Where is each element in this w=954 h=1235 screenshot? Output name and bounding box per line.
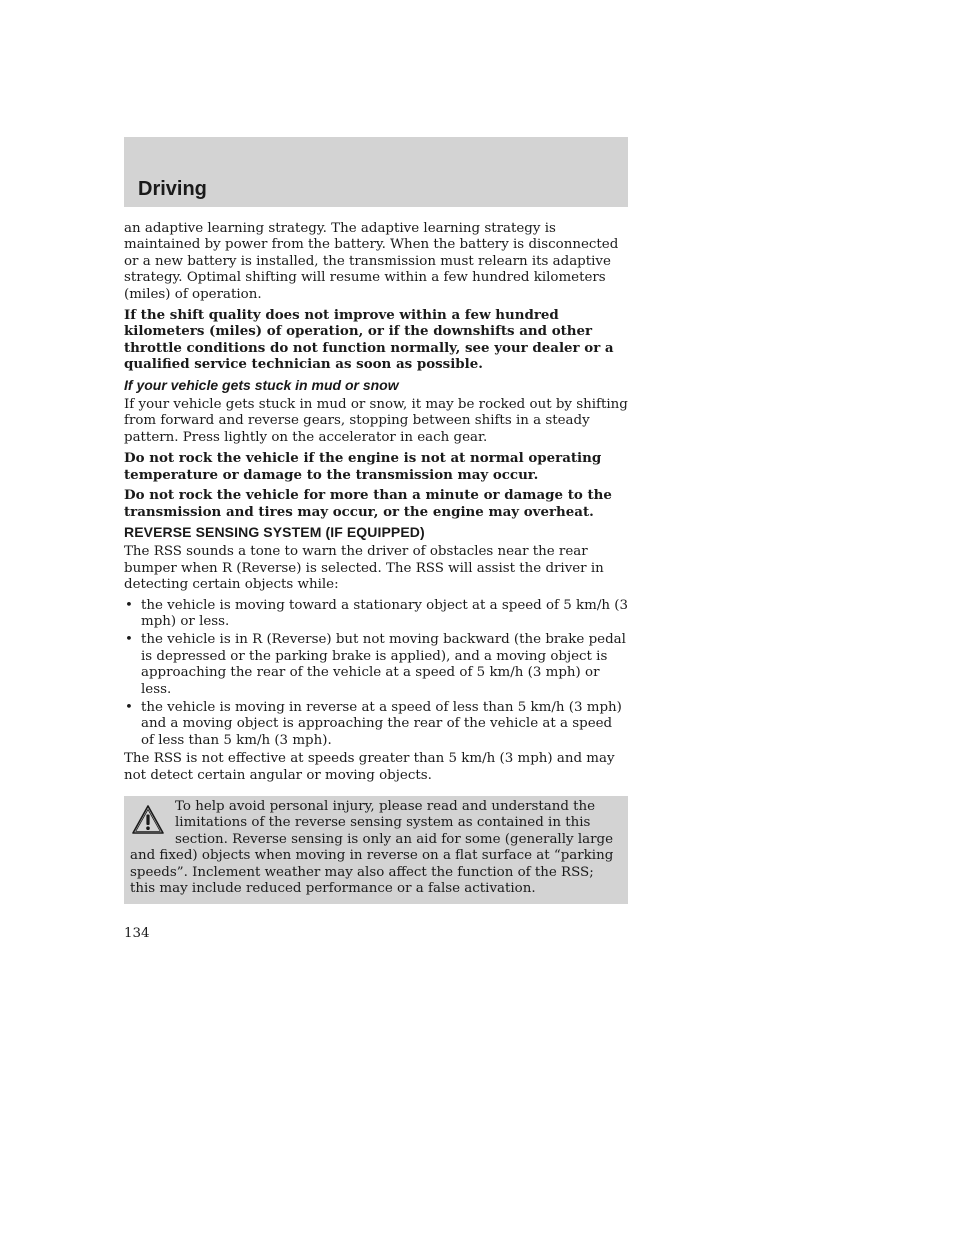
warning-triangle-icon xyxy=(131,804,165,836)
list-item-text: the vehicle is moving in reverse at a speed of less than 5 km/h (3 mph) and a moving object is approaching the rear of the vehicle at a speed of less than 5 km/h (3 mph). xyxy=(141,699,622,748)
paragraph-rocking-instructions: If your vehicle gets stuck in mud or snow, it may be rocked out by shifting from forward and reverse gears, stopping between shifts in a steady pattern. Press lightly on the accelerator in each gear. xyxy=(124,397,628,445)
warning-text: To help avoid personal injury, please read and understand the limitations of the reverse sensing system as contained in this section. Reverse sensing is only an aid for some (generally large and fixed) objects when moving in reverse on a flat surface at “parking speeds”. Inclement weather may also affect the function of the RSS; this may include reduced performance or a false activation. xyxy=(130,799,614,897)
section-title: Driving xyxy=(138,178,207,200)
rss-conditions-list xyxy=(124,598,628,750)
page-content xyxy=(124,221,628,904)
list-item xyxy=(124,598,628,631)
paragraph-engine-temperature-warning: Do not rock the vehicle if the engine is not at normal operating temperature or damage to the transmission may occur. xyxy=(124,450,602,483)
paragraph-shift-quality-warning: If the shift quality does not improve within a few hundred kilometers (miles) of operation, or if the downshifts and other throttle conditions do not function normally, see your dealer or a qualified service technician as soon as possible. xyxy=(124,307,614,373)
paragraph-rss-intro: The RSS sounds a tone to warn the driver of obstacles near the rear bumper when R (Reverse) is selected. The RSS will assist the driver in detecting certain objects while: xyxy=(124,544,604,593)
list-item xyxy=(124,632,628,698)
paragraph-rocking-duration-warning: Do not rock the vehicle for more than a minute or damage to the transmission and tires may occur, or the engine may overheat. xyxy=(124,487,612,520)
paragraph-adaptive-learning: an adaptive learning strategy. The adaptive learning strategy is maintained by power from the battery. When the battery is disconnected or a new battery is installed, the transmission must relearn its adaptive strategy. Optimal shifting will resume within a few hundred kilometers (miles) of operation. xyxy=(124,221,619,302)
page-number: 134 xyxy=(124,926,150,941)
list-item-text: the vehicle is in R (Reverse) but not moving backward (the brake pedal is depressed or the parking brake is applied), and a moving object is approaching the rear of the vehicle at a speed of 5 km/h (3 mph) or less. xyxy=(141,632,626,697)
list-item xyxy=(124,700,628,749)
list-item-text: the vehicle is moving toward a stationary object at a speed of 5 km/h (3 mph) or less. xyxy=(141,597,628,629)
paragraph-rss-limitations: The RSS is not effective at speeds greater than 5 km/h (3 mph) and may not detect certain angular or moving objects. xyxy=(124,751,615,783)
bullet-marker: • xyxy=(125,632,133,648)
warning-box xyxy=(124,796,628,904)
section-heading-reverse-sensing: REVERSE SENSING SYSTEM (IF EQUIPPED) xyxy=(124,523,425,540)
section-header-band xyxy=(124,137,628,207)
subheading-stuck-in-mud: If your vehicle gets stuck in mud or snow xyxy=(124,376,399,393)
bullet-marker: • xyxy=(125,699,133,715)
bullet-marker: • xyxy=(125,597,133,613)
